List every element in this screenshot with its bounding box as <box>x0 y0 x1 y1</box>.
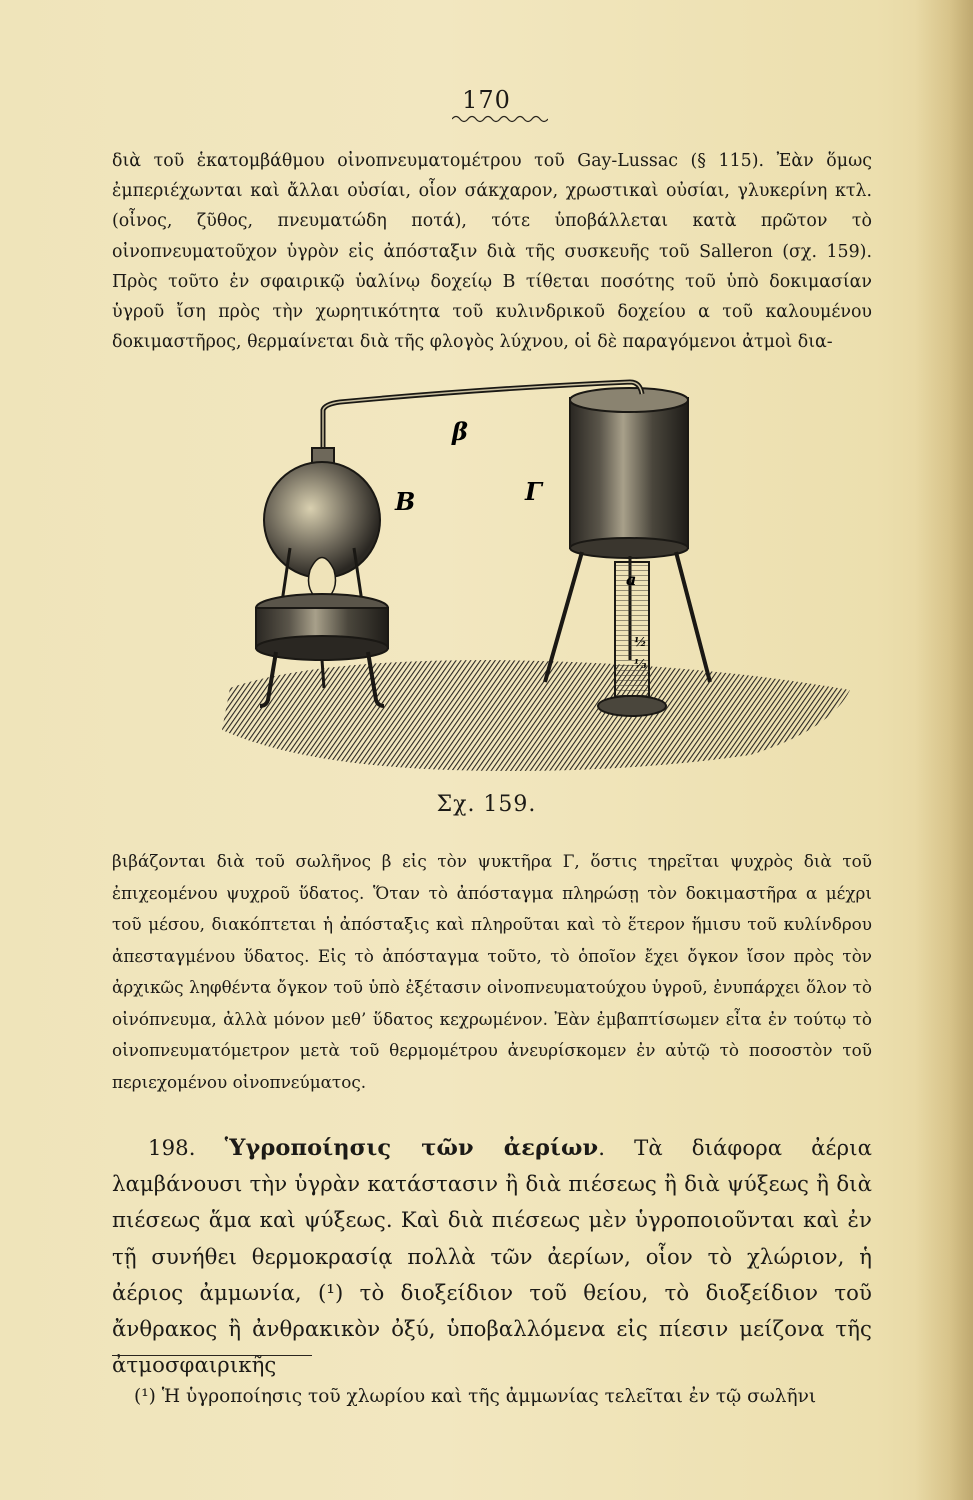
label-half-mark: ½ <box>634 635 647 649</box>
label-cooler: Γ <box>525 477 543 506</box>
stand-leg-back <box>322 660 324 688</box>
table-shadow <box>222 660 850 771</box>
footnote: (¹) Ἡ ὑγροποίησις τοῦ χλωρίου καὶ τῆς ἀμμωνίας τελεῖται ἐν τῷ σωλῆνι <box>134 1386 817 1407</box>
cooler-bottom-rim <box>570 538 688 558</box>
figure-caption: Σχ. 159. <box>436 792 537 817</box>
cooler-leg-right <box>676 552 710 682</box>
paragraph-middle: βιβάζονται διὰ τοῦ σωλῆνος β εἰς τὸν ψυκτῆρα Γ, ὅστις τηρεῖται ψυχρὸς διὰ τοῦ ἐπιχεομένου ψυχροῦ ὕδατος. Ὅταν τὸ ἀπόσταγμα πληρώσῃ τὸν δοκιμαστῆρα α μέχρι τοῦ μέσου, διακόπτεται ἡ ἀπόσταξις καὶ πληροῦται καὶ τὸ ἕτερον ἥμισυ τοῦ κυλίνδρου ἀπεσταγμένου ὕδατος. Εἰς τὸ ἀπόσταγμα τοῦτο, τὸ ὁποῖον ἔχει ὄγκον ἴσον πρὸς τὸν ἀρχικῶς ληφθέντα ὄγκον τοῦ ὑπὸ ἐξέτασιν οἰνοπνευματούχου ὑγροῦ, ἐνυπάρχει ὅλον τὸ οἰνόπνευμα, ἀλλὰ μόνον μεθ’ ὕδατος κεχρωμένον. Ἐὰν ἐμβαπτίσωμεν εἶτα ἐν τούτῳ τὸ οἰνοπνευματόμετρον μετὰ τοῦ θερμομέτρου ἀνευρίσκομεν ἐν αὐτῷ τὸ ποσοστὸν τοῦ περιεχομένου οἰνοπνεύματος. <box>112 851 872 1092</box>
tester-base <box>598 696 666 716</box>
section-title: Ὑγροποίησις τῶν ἀερίων <box>224 1135 599 1161</box>
section-number: 198. <box>148 1135 196 1160</box>
footnote-rule <box>112 1355 312 1356</box>
label-tester: a <box>626 570 637 589</box>
section-text: . Τὰ διάφορα ἀέρια λαμβάνουσι τὴν ὑγρὰν κατάστασιν ἢ διὰ πιέσεως ἢ διὰ ψύξεως ἢ διὰ πιέσεως ἅμα καὶ ψύξεως. Καὶ διὰ πιέσεως μὲν ὑγροποιοῦνται καὶ ἐν τῇ συνήθει θερμοκρασίᾳ πολλὰ τῶν ἀερίων, οἷον τὸ χλώριον, ἡ ἀέριος ἀμμωνία, (¹) τὸ διοξείδιον τοῦ θείου, τὸ διοξείδιον τοῦ ἄνθρακος ἢ ἀνθρακικὸν ὀξύ, ὑποβαλλόμενα εἰς πίεσιν μείζονα τῆς ἀτμοσφαιρικῆς <box>112 1135 873 1378</box>
page-number: 170 <box>462 86 511 114</box>
page-number-ornament <box>452 114 548 124</box>
label-tube: β <box>452 417 468 446</box>
cooler-top <box>570 388 688 412</box>
label-flask: B <box>395 487 416 516</box>
distillation-apparatus-figure <box>190 370 870 790</box>
cooler-body <box>570 398 688 548</box>
label-third-mark: ⅓ <box>634 657 647 671</box>
section-198-paragraph <box>112 1130 872 1383</box>
paragraph-top: διὰ τοῦ ἑκατομβάθμου οἰνοπνευματομέτρου τοῦ Gay-Lussac (§ 115). Ἐὰν ὅμως ἐμπεριέχωνται καὶ ἄλλαι οὐσίαι, οἷον σάκχαρον, χρωστικαὶ οὐσίαι, γλυκερίνη κτλ. (οἶνος, ζῦθος, πνευματώδη ποτά), τότε ὑποβάλλεται κατὰ πρῶτον τὸ οἰνοπνευματοῦχον ὑγρὸν εἰς ἀπόσταξιν διὰ τῆς συσκευῆς τοῦ Salleron (σχ. 159). Πρὸς τοῦτο ἐν σφαιρικῷ ὑαλίνῳ δοχείῳ Β τίθεται ποσότης τοῦ ὑπὸ δοκιμασίαν ὑγροῦ ἴση πρὸς τὴν χωρητικότητα τοῦ κυλινδρικοῦ δοχείου α τοῦ καλουμένου δοκιμαστῆρος, θερμαίνεται διὰ τῆς φλογὸς λύχνου, οἱ δὲ παραγόμενοι ἀτμοὶ δια- <box>112 151 872 353</box>
page-edge-shadow <box>915 0 973 1500</box>
